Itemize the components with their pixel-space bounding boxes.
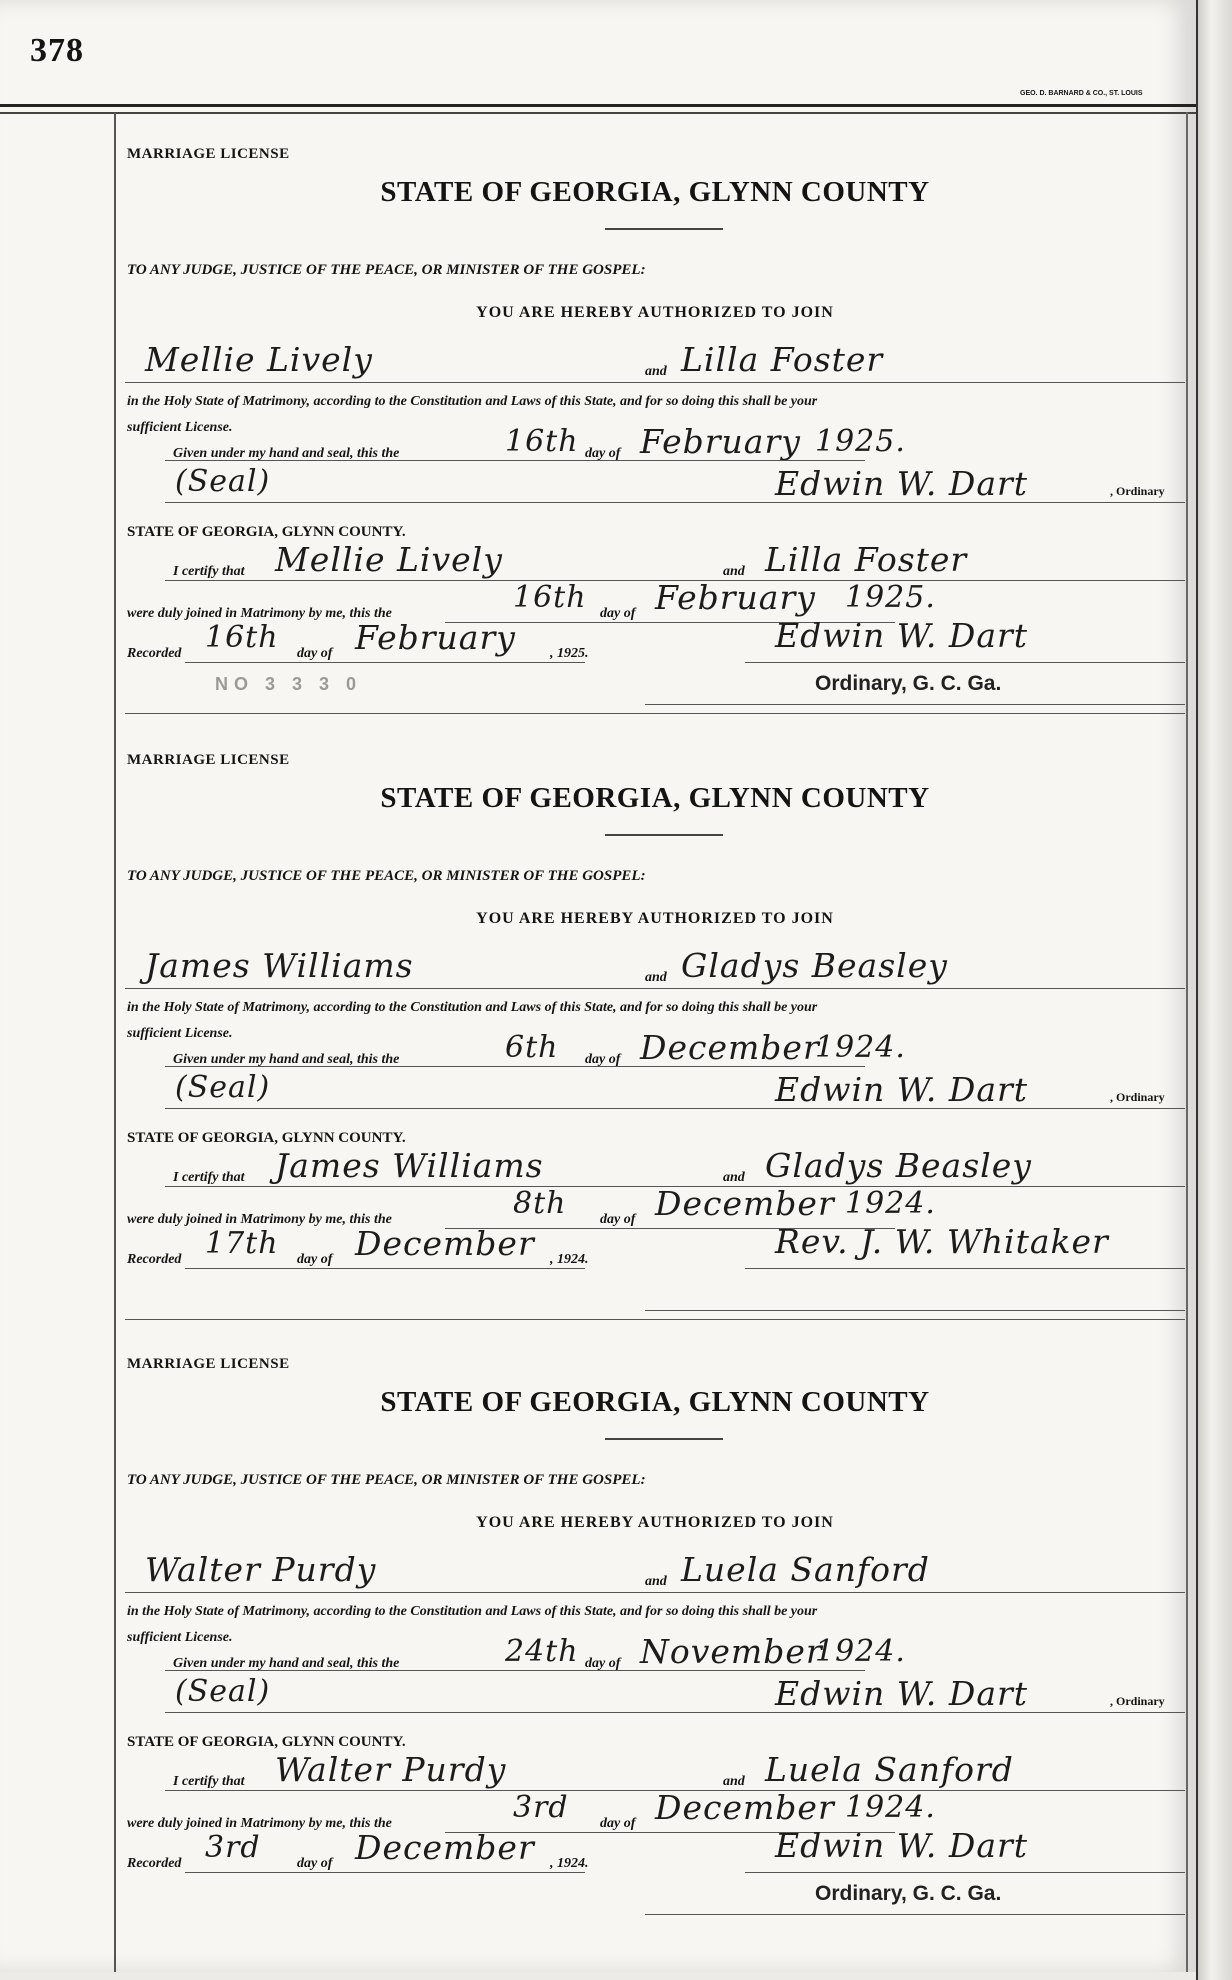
and-label: and — [645, 1574, 667, 1589]
recorded-line — [185, 1268, 585, 1269]
state-heading: STATE OF GEORGIA, GLYNN COUNTY — [380, 176, 930, 208]
ordinary-signature: Edwin W. Dart — [775, 464, 1029, 503]
day-of-label: day of — [585, 446, 621, 461]
ordinary-stamp: Ordinary, G. C. Ga. — [815, 1882, 1002, 1905]
recorded-year: , 1925. — [550, 646, 589, 661]
recorded-day: 16th — [205, 620, 279, 655]
officiant-signature: Rev. J. W. Whitaker — [775, 1222, 1109, 1261]
seal-mark: (Seal) — [175, 1070, 271, 1105]
top-rule — [0, 104, 1196, 107]
certificate-groom-name: James Williams — [275, 1146, 544, 1185]
left-margin-rule — [114, 112, 116, 1972]
sufficient-license-text: sufficient License. — [127, 1026, 233, 1041]
recorded-line — [185, 662, 585, 663]
officiant-signature: Edwin W. Dart — [775, 1826, 1029, 1865]
page-number: 378 — [30, 32, 84, 69]
bride-name: Luela Sanford — [681, 1550, 930, 1589]
given-line — [165, 460, 865, 461]
certificate-groom-name: Mellie Lively — [275, 540, 503, 579]
stamp-line — [645, 1310, 1185, 1311]
recorded-month: December — [355, 1224, 535, 1263]
signature-line — [165, 1712, 1185, 1713]
groom-name: Walter Purdy — [145, 1550, 377, 1589]
addressee-text: TO ANY JUDGE, JUSTICE OF THE PEACE, OR MINISTER OF THE GOSPEL: — [127, 868, 646, 884]
given-year: 1925. — [815, 424, 906, 459]
page-edge — [1196, 0, 1232, 1980]
and-label: and — [645, 970, 667, 985]
joined-label: were duly joined in Matrimony by me, this the — [127, 1212, 392, 1227]
joined-day-of-label: day of — [600, 1816, 636, 1831]
state-heading: STATE OF GEORGIA, GLYNN COUNTY — [380, 1386, 930, 1418]
sufficient-license-text: sufficient License. — [127, 1630, 233, 1645]
certificate-bride-name: Lilla Foster — [765, 540, 968, 579]
certificate-and-label: and — [723, 1170, 745, 1185]
signature-line — [165, 502, 1185, 503]
license-heading: MARRIAGE LICENSE — [127, 1356, 290, 1372]
ordinary-label: , Ordinary — [1110, 1090, 1165, 1104]
entry-divider — [125, 713, 1185, 714]
joined-label: were duly joined in Matrimony by me, this the — [127, 1816, 392, 1831]
given-label: Given under my hand and seal, this the — [173, 446, 400, 461]
joined-year: 1924. — [845, 1790, 936, 1825]
recorded-month: December — [355, 1828, 535, 1867]
given-line — [165, 1066, 865, 1067]
recorded-label: Recorded — [127, 646, 182, 661]
recorded-label: Recorded — [127, 1252, 182, 1267]
certificate-state-heading: STATE OF GEORGIA, GLYNN COUNTY. — [127, 1734, 406, 1750]
certify-label: I certify that — [173, 564, 245, 579]
stamp-line — [645, 704, 1185, 705]
certificate-state-heading: STATE OF GEORGIA, GLYNN COUNTY. — [127, 524, 406, 540]
recorded-day-of-label: day of — [297, 646, 333, 661]
authorized-text: YOU ARE HEREBY AUTHORIZED TO JOIN — [476, 1514, 834, 1531]
certificate-state-heading: STATE OF GEORGIA, GLYNN COUNTY. — [127, 1130, 406, 1146]
given-day: 16th — [505, 424, 579, 459]
authorized-text: YOU ARE HEREBY AUTHORIZED TO JOIN — [476, 910, 834, 927]
recorded-year: , 1924. — [550, 1856, 589, 1871]
addressee-text: TO ANY JUDGE, JUSTICE OF THE PEACE, OR MINISTER OF THE GOSPEL: — [127, 1472, 646, 1488]
and-label: and — [645, 364, 667, 379]
recorded-day-of-label: day of — [297, 1252, 333, 1267]
joined-day-of-label: day of — [600, 606, 636, 621]
authorized-text: YOU ARE HEREBY AUTHORIZED TO JOIN — [476, 304, 834, 321]
seal-mark: (Seal) — [175, 464, 271, 499]
matrimony-text: in the Holy State of Matrimony, according to the Constitution and Laws of this State, and for so doing this shall be your — [127, 1000, 818, 1015]
bride-name: Lilla Foster — [681, 340, 884, 379]
marriage-license-entry — [125, 718, 1185, 1320]
given-label: Given under my hand and seal, this the — [173, 1656, 400, 1671]
joined-month: December — [655, 1788, 835, 1827]
license-heading: MARRIAGE LICENSE — [127, 146, 290, 162]
officiant-line — [745, 662, 1185, 663]
groom-name: James Williams — [145, 946, 414, 985]
state-heading: STATE OF GEORGIA, GLYNN COUNTY — [380, 782, 930, 814]
officiant-line — [745, 1872, 1185, 1873]
certificate-bride-name: Gladys Beasley — [765, 1146, 1032, 1185]
ordinary-signature: Edwin W. Dart — [775, 1070, 1029, 1109]
recorded-line — [185, 1872, 585, 1873]
recorded-month: February — [355, 618, 516, 657]
seal-mark: (Seal) — [175, 1674, 271, 1709]
joined-day: 8th — [513, 1186, 567, 1221]
joined-month: December — [655, 1184, 835, 1223]
signature-line — [165, 1108, 1185, 1109]
day-of-label: day of — [585, 1052, 621, 1067]
recorded-year: , 1924. — [550, 1252, 589, 1267]
given-year: 1924. — [815, 1634, 906, 1669]
joined-day: 16th — [513, 580, 587, 615]
license-heading: MARRIAGE LICENSE — [127, 752, 290, 768]
heading-rule — [605, 1438, 723, 1440]
given-month: November — [640, 1632, 823, 1671]
joined-year: 1925. — [845, 580, 936, 615]
bride-name: Gladys Beasley — [681, 946, 948, 985]
publisher-imprint: GEO. D. BARNARD & CO., ST. LOUIS — [1020, 90, 1143, 97]
given-month: February — [640, 422, 801, 461]
given-line — [165, 1670, 865, 1671]
certificate-and-label: and — [723, 564, 745, 579]
right-margin-rule — [1186, 112, 1188, 1972]
joined-day: 3rd — [513, 1790, 569, 1825]
ordinary-label: , Ordinary — [1110, 1694, 1165, 1708]
certificate-groom-name: Walter Purdy — [275, 1750, 507, 1789]
recorded-day: 17th — [205, 1226, 279, 1261]
officiant-signature: Edwin W. Dart — [775, 616, 1029, 655]
ordinary-stamp: Ordinary, G. C. Ga. — [815, 672, 1002, 695]
joined-year: 1924. — [845, 1186, 936, 1221]
joined-day-of-label: day of — [600, 1212, 636, 1227]
given-day: 6th — [505, 1030, 559, 1065]
certify-label: I certify that — [173, 1170, 245, 1185]
marriage-license-entry — [125, 112, 1185, 714]
officiant-line — [745, 1268, 1185, 1269]
names-line — [125, 988, 1185, 989]
certificate-bride-name: Luela Sanford — [765, 1750, 1014, 1789]
recorded-day: 3rd — [205, 1830, 261, 1865]
given-month: December — [640, 1028, 820, 1067]
marriage-license-entry — [125, 1322, 1185, 1924]
recorded-day-of-label: day of — [297, 1856, 333, 1871]
day-of-label: day of — [585, 1656, 621, 1671]
recorded-label: Recorded — [127, 1856, 182, 1871]
names-line — [125, 1592, 1185, 1593]
heading-rule — [605, 834, 723, 836]
sufficient-license-text: sufficient License. — [127, 420, 233, 435]
matrimony-text: in the Holy State of Matrimony, according to the Constitution and Laws of this State, and for so doing this shall be your — [127, 1604, 818, 1619]
entry-divider — [125, 1319, 1185, 1320]
heading-rule — [605, 228, 723, 230]
addressee-text: TO ANY JUDGE, JUSTICE OF THE PEACE, OR MINISTER OF THE GOSPEL: — [127, 262, 646, 278]
ordinary-label: , Ordinary — [1110, 484, 1165, 498]
given-label: Given under my hand and seal, this the — [173, 1052, 400, 1067]
stamp-line — [645, 1914, 1185, 1915]
ordinary-signature: Edwin W. Dart — [775, 1674, 1029, 1713]
joined-month: February — [655, 578, 816, 617]
matrimony-text: in the Holy State of Matrimony, according to the Constitution and Laws of this State, and for so doing this shall be your — [127, 394, 818, 409]
groom-name: Mellie Lively — [145, 340, 373, 379]
given-day: 24th — [505, 1634, 579, 1669]
certify-label: I certify that — [173, 1774, 245, 1789]
certificate-and-label: and — [723, 1774, 745, 1789]
given-year: 1924. — [815, 1030, 906, 1065]
joined-label: were duly joined in Matrimony by me, this the — [127, 606, 392, 621]
faded-stamp: NO 3 3 3 0 — [215, 674, 363, 694]
names-line — [125, 382, 1185, 383]
